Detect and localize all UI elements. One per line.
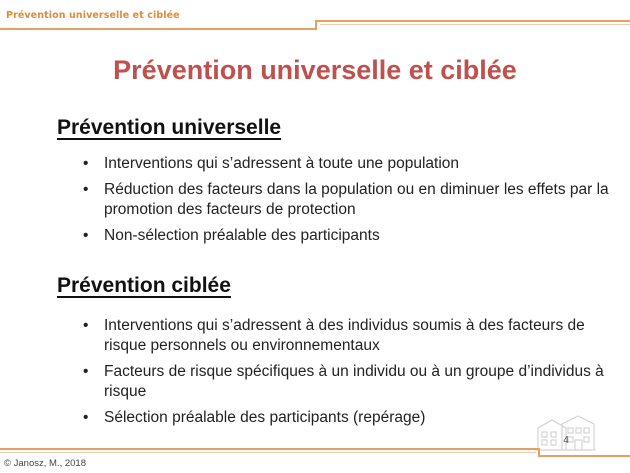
bullet-icon: • [83,155,89,172]
bullet-text: Non-sélection préalable des participants [104,227,380,244]
list-item [83,154,613,174]
header-line-right-thin [320,24,630,25]
bullet-icon: • [83,181,89,198]
footer-line-right [538,455,630,457]
bullet-icon: • [83,409,89,426]
bullet-icon: • [83,317,89,334]
list-item [83,226,613,246]
section-heading-universal: Prévention universelle [57,116,282,139]
footer-line-left [0,448,540,450]
footer-copyright: © Janosz, M., 2018 [4,458,86,469]
list-item [83,362,613,402]
page-number: 4 [563,435,569,446]
footer-line-left-thin [0,452,536,453]
slide-title: Prévention universelle et ciblée [113,55,517,85]
bullet-text: Interventions qui s’adressent à des individus soumis à des facteurs de risque personnels ou environnementaux [104,317,585,354]
section-heading-targeted: Prévention ciblée [57,274,231,297]
bullet-text: Réduction des facteurs dans la population ou en diminuer les effets par la promotion des facteurs de protection [104,181,609,218]
header-line-left [0,28,316,30]
header-label: Prévention universelle et ciblée [6,10,180,21]
list-item [83,180,613,220]
list-item [83,316,613,356]
building-icon [532,412,598,452]
bullet-list-universal [83,154,613,252]
bullet-icon: • [83,227,89,244]
bullet-text: Facteurs de risque spécifiques à un individu ou à un groupe d’individus à risque [104,363,604,400]
bullet-text: Sélection préalable des participants (repérage) [104,409,426,426]
header-line-right [315,20,630,22]
bullet-text: Interventions qui s’adressent à toute une population [104,155,460,172]
bullet-icon: • [83,363,89,380]
